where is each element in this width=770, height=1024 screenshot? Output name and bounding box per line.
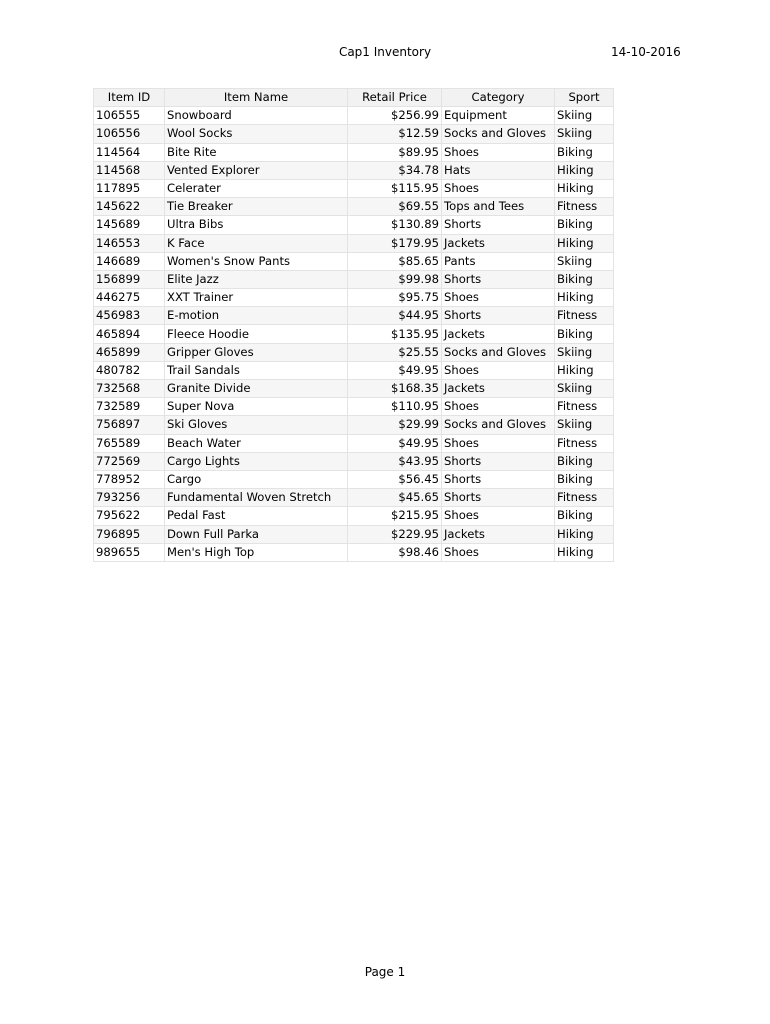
retail-price-cell: $25.55 (348, 343, 442, 361)
category-cell: Equipment (442, 107, 555, 125)
item-name-cell: Men's High Top (165, 543, 348, 561)
table-header-row (94, 89, 614, 107)
category-cell: Shoes (442, 398, 555, 416)
category-cell: Shoes (442, 289, 555, 307)
item-name-cell: Granite Divide (165, 380, 348, 398)
table-row (94, 161, 614, 179)
column-header-item-name: Item Name (165, 89, 348, 107)
column-header-retail-price: Retail Price (348, 89, 442, 107)
item-name-cell: Fundamental Woven Stretch (165, 489, 348, 507)
item-id-cell: 106556 (94, 125, 165, 143)
retail-price-cell: $179.95 (348, 234, 442, 252)
table-row (94, 543, 614, 561)
sport-cell: Fitness (555, 198, 614, 216)
item-name-cell: Cargo Lights (165, 452, 348, 470)
item-id-cell: 145689 (94, 216, 165, 234)
retail-price-cell: $29.99 (348, 416, 442, 434)
sport-cell: Biking (555, 507, 614, 525)
table-row (94, 289, 614, 307)
page-number: Page 1 (364, 965, 406, 979)
table-row (94, 343, 614, 361)
category-cell: Shoes (442, 143, 555, 161)
table-row (94, 380, 614, 398)
item-id-cell: 465894 (94, 325, 165, 343)
item-id-cell: 456983 (94, 307, 165, 325)
category-cell: Shorts (442, 270, 555, 288)
sport-cell: Fitness (555, 489, 614, 507)
item-id-cell: 145622 (94, 198, 165, 216)
retail-price-cell: $34.78 (348, 161, 442, 179)
table-row (94, 307, 614, 325)
retail-price-cell: $89.95 (348, 143, 442, 161)
sport-cell: Biking (555, 270, 614, 288)
table-row (94, 452, 614, 470)
item-name-cell: Bite Rite (165, 143, 348, 161)
sport-cell: Fitness (555, 434, 614, 452)
category-cell: Shoes (442, 361, 555, 379)
table-row (94, 489, 614, 507)
sport-cell: Skiing (555, 380, 614, 398)
category-cell: Hats (442, 161, 555, 179)
item-id-cell: 989655 (94, 543, 165, 561)
category-cell: Jackets (442, 234, 555, 252)
item-id-cell: 465899 (94, 343, 165, 361)
retail-price-cell: $99.98 (348, 270, 442, 288)
table-row (94, 143, 614, 161)
category-cell: Shorts (442, 307, 555, 325)
table-row (94, 398, 614, 416)
retail-price-cell: $44.95 (348, 307, 442, 325)
item-name-cell: Gripper Gloves (165, 343, 348, 361)
item-id-cell: 146689 (94, 252, 165, 270)
category-cell: Shorts (442, 470, 555, 488)
table-row (94, 470, 614, 488)
retail-price-cell: $95.75 (348, 289, 442, 307)
category-cell: Shoes (442, 179, 555, 197)
item-id-cell: 778952 (94, 470, 165, 488)
retail-price-cell: $43.95 (348, 452, 442, 470)
item-id-cell: 765589 (94, 434, 165, 452)
sport-cell: Fitness (555, 307, 614, 325)
item-id-cell: 156899 (94, 270, 165, 288)
inventory-table (93, 88, 614, 562)
item-id-cell: 114568 (94, 161, 165, 179)
page-title: Cap1 Inventory (338, 45, 432, 59)
table-body (94, 107, 614, 562)
retail-price-cell: $49.95 (348, 434, 442, 452)
table-row (94, 434, 614, 452)
sport-cell: Skiing (555, 343, 614, 361)
item-id-cell: 146553 (94, 234, 165, 252)
category-cell: Jackets (442, 525, 555, 543)
item-name-cell: Snowboard (165, 107, 348, 125)
retail-price-cell: $168.35 (348, 380, 442, 398)
item-name-cell: Beach Water (165, 434, 348, 452)
category-cell: Socks and Gloves (442, 416, 555, 434)
sport-cell: Hiking (555, 234, 614, 252)
category-cell: Shorts (442, 216, 555, 234)
item-name-cell: Pedal Fast (165, 507, 348, 525)
item-id-cell: 772569 (94, 452, 165, 470)
sport-cell: Hiking (555, 361, 614, 379)
column-header-sport: Sport (555, 89, 614, 107)
sport-cell: Skiing (555, 252, 614, 270)
table-row (94, 216, 614, 234)
table-row (94, 325, 614, 343)
sport-cell: Biking (555, 452, 614, 470)
retail-price-cell: $56.45 (348, 470, 442, 488)
retail-price-cell: $135.95 (348, 325, 442, 343)
sport-cell: Hiking (555, 289, 614, 307)
sport-cell: Hiking (555, 179, 614, 197)
item-id-cell: 796895 (94, 525, 165, 543)
category-cell: Jackets (442, 325, 555, 343)
item-name-cell: K Face (165, 234, 348, 252)
sport-cell: Skiing (555, 107, 614, 125)
sport-cell: Skiing (555, 416, 614, 434)
item-name-cell: E-motion (165, 307, 348, 325)
table-row (94, 179, 614, 197)
item-id-cell: 793256 (94, 489, 165, 507)
retail-price-cell: $45.65 (348, 489, 442, 507)
item-id-cell: 117895 (94, 179, 165, 197)
item-name-cell: Ultra Bibs (165, 216, 348, 234)
item-name-cell: Vented Explorer (165, 161, 348, 179)
retail-price-cell: $98.46 (348, 543, 442, 561)
sport-cell: Skiing (555, 125, 614, 143)
table-row (94, 525, 614, 543)
retail-price-cell: $69.55 (348, 198, 442, 216)
category-cell: Shoes (442, 507, 555, 525)
category-cell: Shoes (442, 434, 555, 452)
category-cell: Shorts (442, 489, 555, 507)
item-id-cell: 756897 (94, 416, 165, 434)
item-name-cell: XXT Trainer (165, 289, 348, 307)
item-name-cell: Tie Breaker (165, 198, 348, 216)
retail-price-cell: $229.95 (348, 525, 442, 543)
item-name-cell: Women's Snow Pants (165, 252, 348, 270)
category-cell: Socks and Gloves (442, 343, 555, 361)
sport-cell: Biking (555, 470, 614, 488)
category-cell: Tops and Tees (442, 198, 555, 216)
category-cell: Shorts (442, 452, 555, 470)
category-cell: Socks and Gloves (442, 125, 555, 143)
table-row (94, 198, 614, 216)
column-header-category: Category (442, 89, 555, 107)
item-id-cell: 732589 (94, 398, 165, 416)
table-row (94, 361, 614, 379)
item-name-cell: Fleece Hoodie (165, 325, 348, 343)
category-cell: Pants (442, 252, 555, 270)
item-name-cell: Down Full Parka (165, 525, 348, 543)
item-name-cell: Ski Gloves (165, 416, 348, 434)
table-row (94, 507, 614, 525)
sport-cell: Fitness (555, 398, 614, 416)
table-row (94, 234, 614, 252)
retail-price-cell: $12.59 (348, 125, 442, 143)
item-name-cell: Super Nova (165, 398, 348, 416)
item-id-cell: 795622 (94, 507, 165, 525)
sport-cell: Biking (555, 143, 614, 161)
item-id-cell: 480782 (94, 361, 165, 379)
retail-price-cell: $256.99 (348, 107, 442, 125)
retail-price-cell: $85.65 (348, 252, 442, 270)
retail-price-cell: $115.95 (348, 179, 442, 197)
item-name-cell: Elite Jazz (165, 270, 348, 288)
retail-price-cell: $49.95 (348, 361, 442, 379)
item-name-cell: Celerater (165, 179, 348, 197)
category-cell: Jackets (442, 380, 555, 398)
retail-price-cell: $215.95 (348, 507, 442, 525)
table-row (94, 270, 614, 288)
item-id-cell: 732568 (94, 380, 165, 398)
header-date: 14-10-2016 (611, 45, 681, 59)
retail-price-cell: $130.89 (348, 216, 442, 234)
table-row (94, 107, 614, 125)
table-row (94, 125, 614, 143)
sport-cell: Hiking (555, 525, 614, 543)
item-id-cell: 114564 (94, 143, 165, 161)
sport-cell: Biking (555, 325, 614, 343)
item-id-cell: 106555 (94, 107, 165, 125)
sport-cell: Hiking (555, 161, 614, 179)
item-name-cell: Cargo (165, 470, 348, 488)
table-row (94, 416, 614, 434)
retail-price-cell: $110.95 (348, 398, 442, 416)
sport-cell: Biking (555, 216, 614, 234)
category-cell: Shoes (442, 543, 555, 561)
table-row (94, 252, 614, 270)
item-name-cell: Trail Sandals (165, 361, 348, 379)
column-header-item-id: Item ID (94, 89, 165, 107)
item-id-cell: 446275 (94, 289, 165, 307)
sport-cell: Hiking (555, 543, 614, 561)
item-name-cell: Wool Socks (165, 125, 348, 143)
